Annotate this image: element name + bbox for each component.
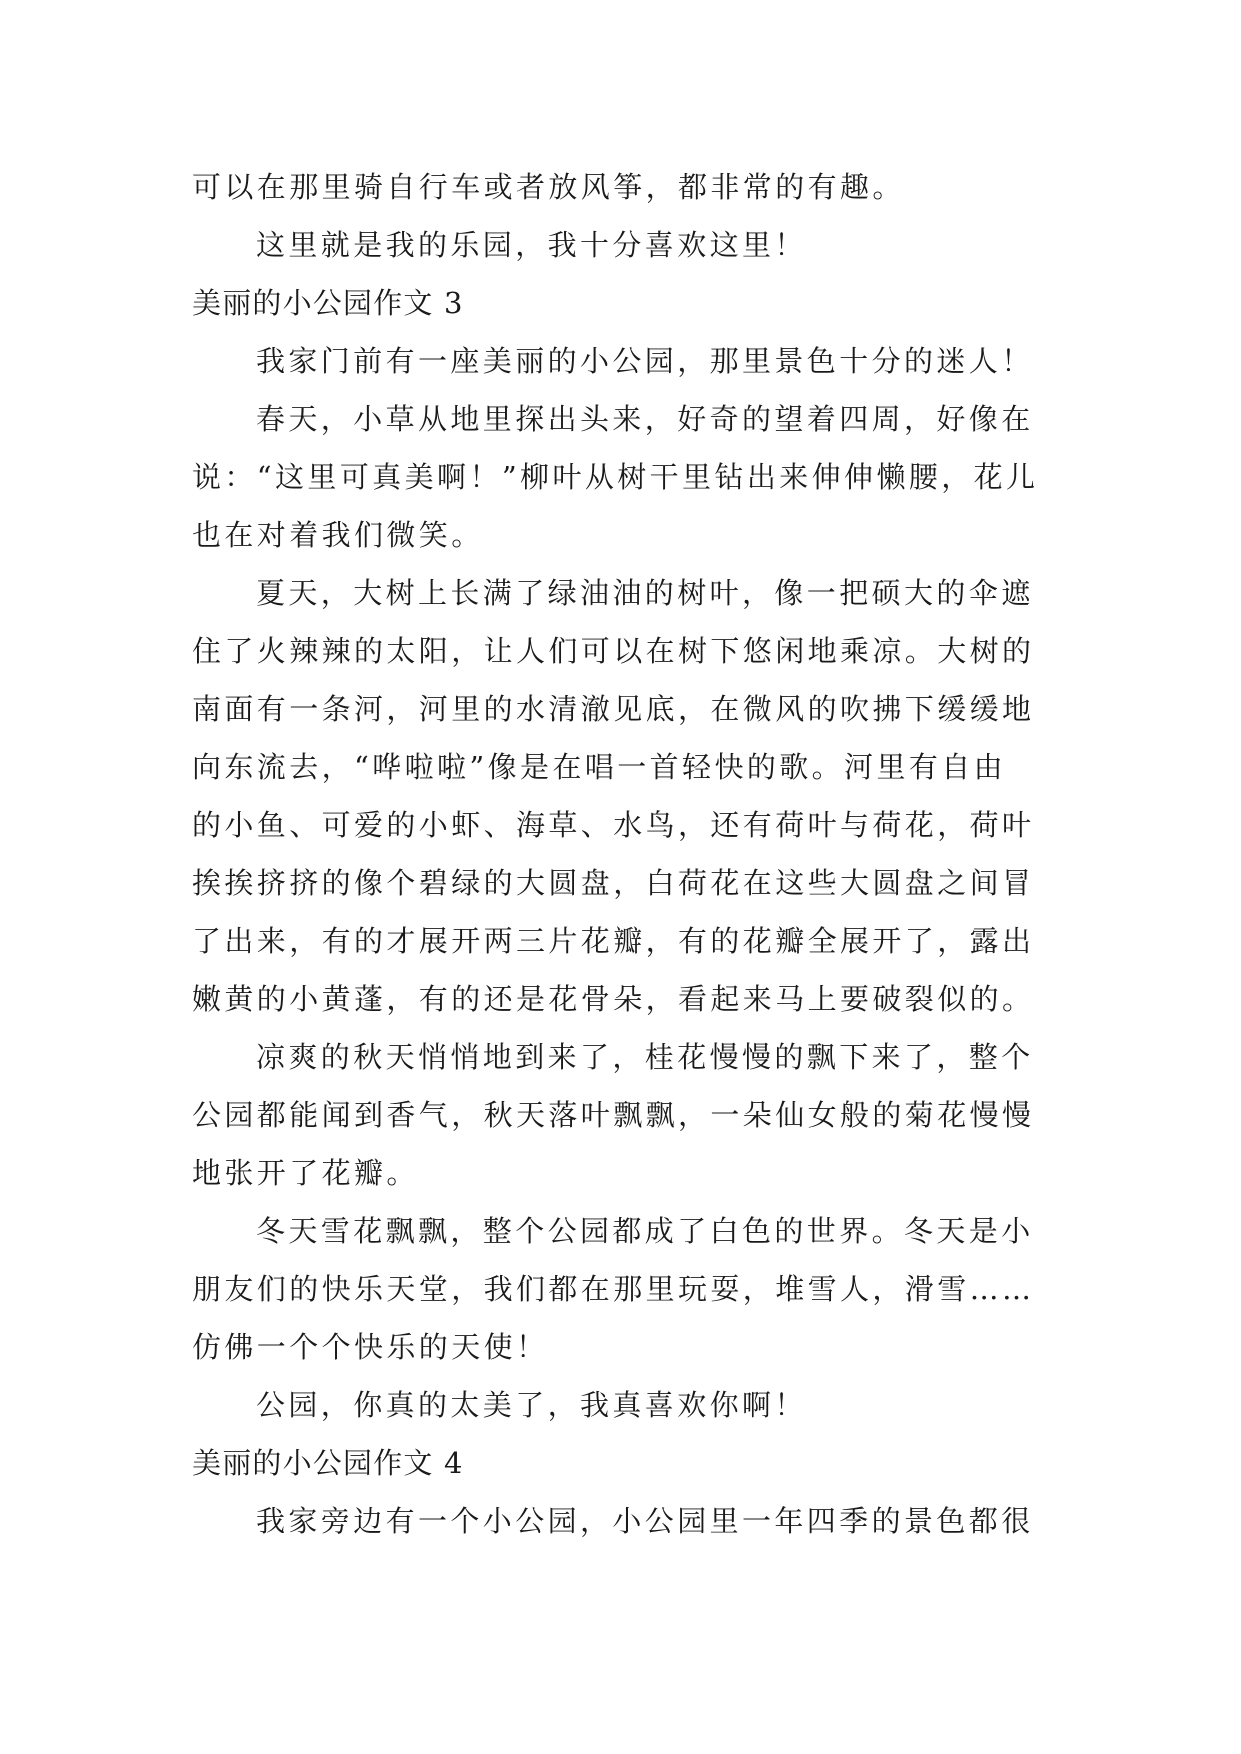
text-line: 说：“这里可真美啊！”柳叶从树干里钻出来伸伸懒腰，花儿 (192, 460, 1039, 494)
text-line: 冬天雪花飘飘，整个公园都成了白色的世界。冬天是小 (256, 1214, 1034, 1248)
text-line: 向东流去，“哗啦啦”像是在唱一首轻快的歌。河里有自由 (192, 750, 1007, 784)
text-line: 挨挨挤挤的像个碧绿的大圆盘，白荷花在这些大圆盘之间冒 (192, 866, 1035, 900)
text-line: 朋友们的快乐天堂，我们都在那里玩耍，堆雪人，滑雪…… (192, 1272, 1035, 1306)
text-line: 仿佛一个个快乐的天使！ (192, 1330, 549, 1364)
text-line: 春天，小草从地里探出头来，好奇的望着四周，好像在 (256, 402, 1034, 436)
essay-heading: 美丽的小公园作文 3 (192, 286, 464, 320)
text-line: 我家旁边有一个小公园，小公园里一年四季的景色都很 (256, 1504, 1034, 1538)
text-line: 住了火辣辣的太阳，让人们可以在树下悠闲地乘凉。大树的 (192, 634, 1035, 668)
text-line: 我家门前有一座美丽的小公园，那里景色十分的迷人！ (256, 344, 1034, 378)
text-line: 也在对着我们微笑。 (192, 518, 484, 552)
text-line: 南面有一条河，河里的水清澈见底，在微风的吹拂下缓缓地 (192, 692, 1035, 726)
essay-heading: 美丽的小公园作文 4 (192, 1446, 464, 1480)
text-line: 嫩黄的小黄蓬，有的还是花骨朵，看起来马上要破裂似的。 (192, 982, 1035, 1016)
text-line: 地张开了花瓣。 (192, 1156, 419, 1190)
text-line: 的小鱼、可爱的小虾、海草、水鸟，还有荷叶与荷花，荷叶 (192, 808, 1035, 842)
text-line: 公园都能闻到香气，秋天落叶飘飘，一朵仙女般的菊花慢慢 (192, 1098, 1035, 1132)
text-line: 可以在那里骑自行车或者放风筝，都非常的有趣。 (192, 170, 905, 204)
text-line: 了出来，有的才展开两三片花瓣，有的花瓣全展开了，露出 (192, 924, 1035, 958)
text-line: 公园，你真的太美了，我真喜欢你啊！ (256, 1388, 807, 1422)
text-line: 凉爽的秋天悄悄地到来了，桂花慢慢的飘下来了，整个 (256, 1040, 1034, 1074)
text-line: 夏天，大树上长满了绿油油的树叶，像一把硕大的伞遮 (256, 576, 1034, 610)
text-line: 这里就是我的乐园，我十分喜欢这里！ (256, 228, 807, 262)
